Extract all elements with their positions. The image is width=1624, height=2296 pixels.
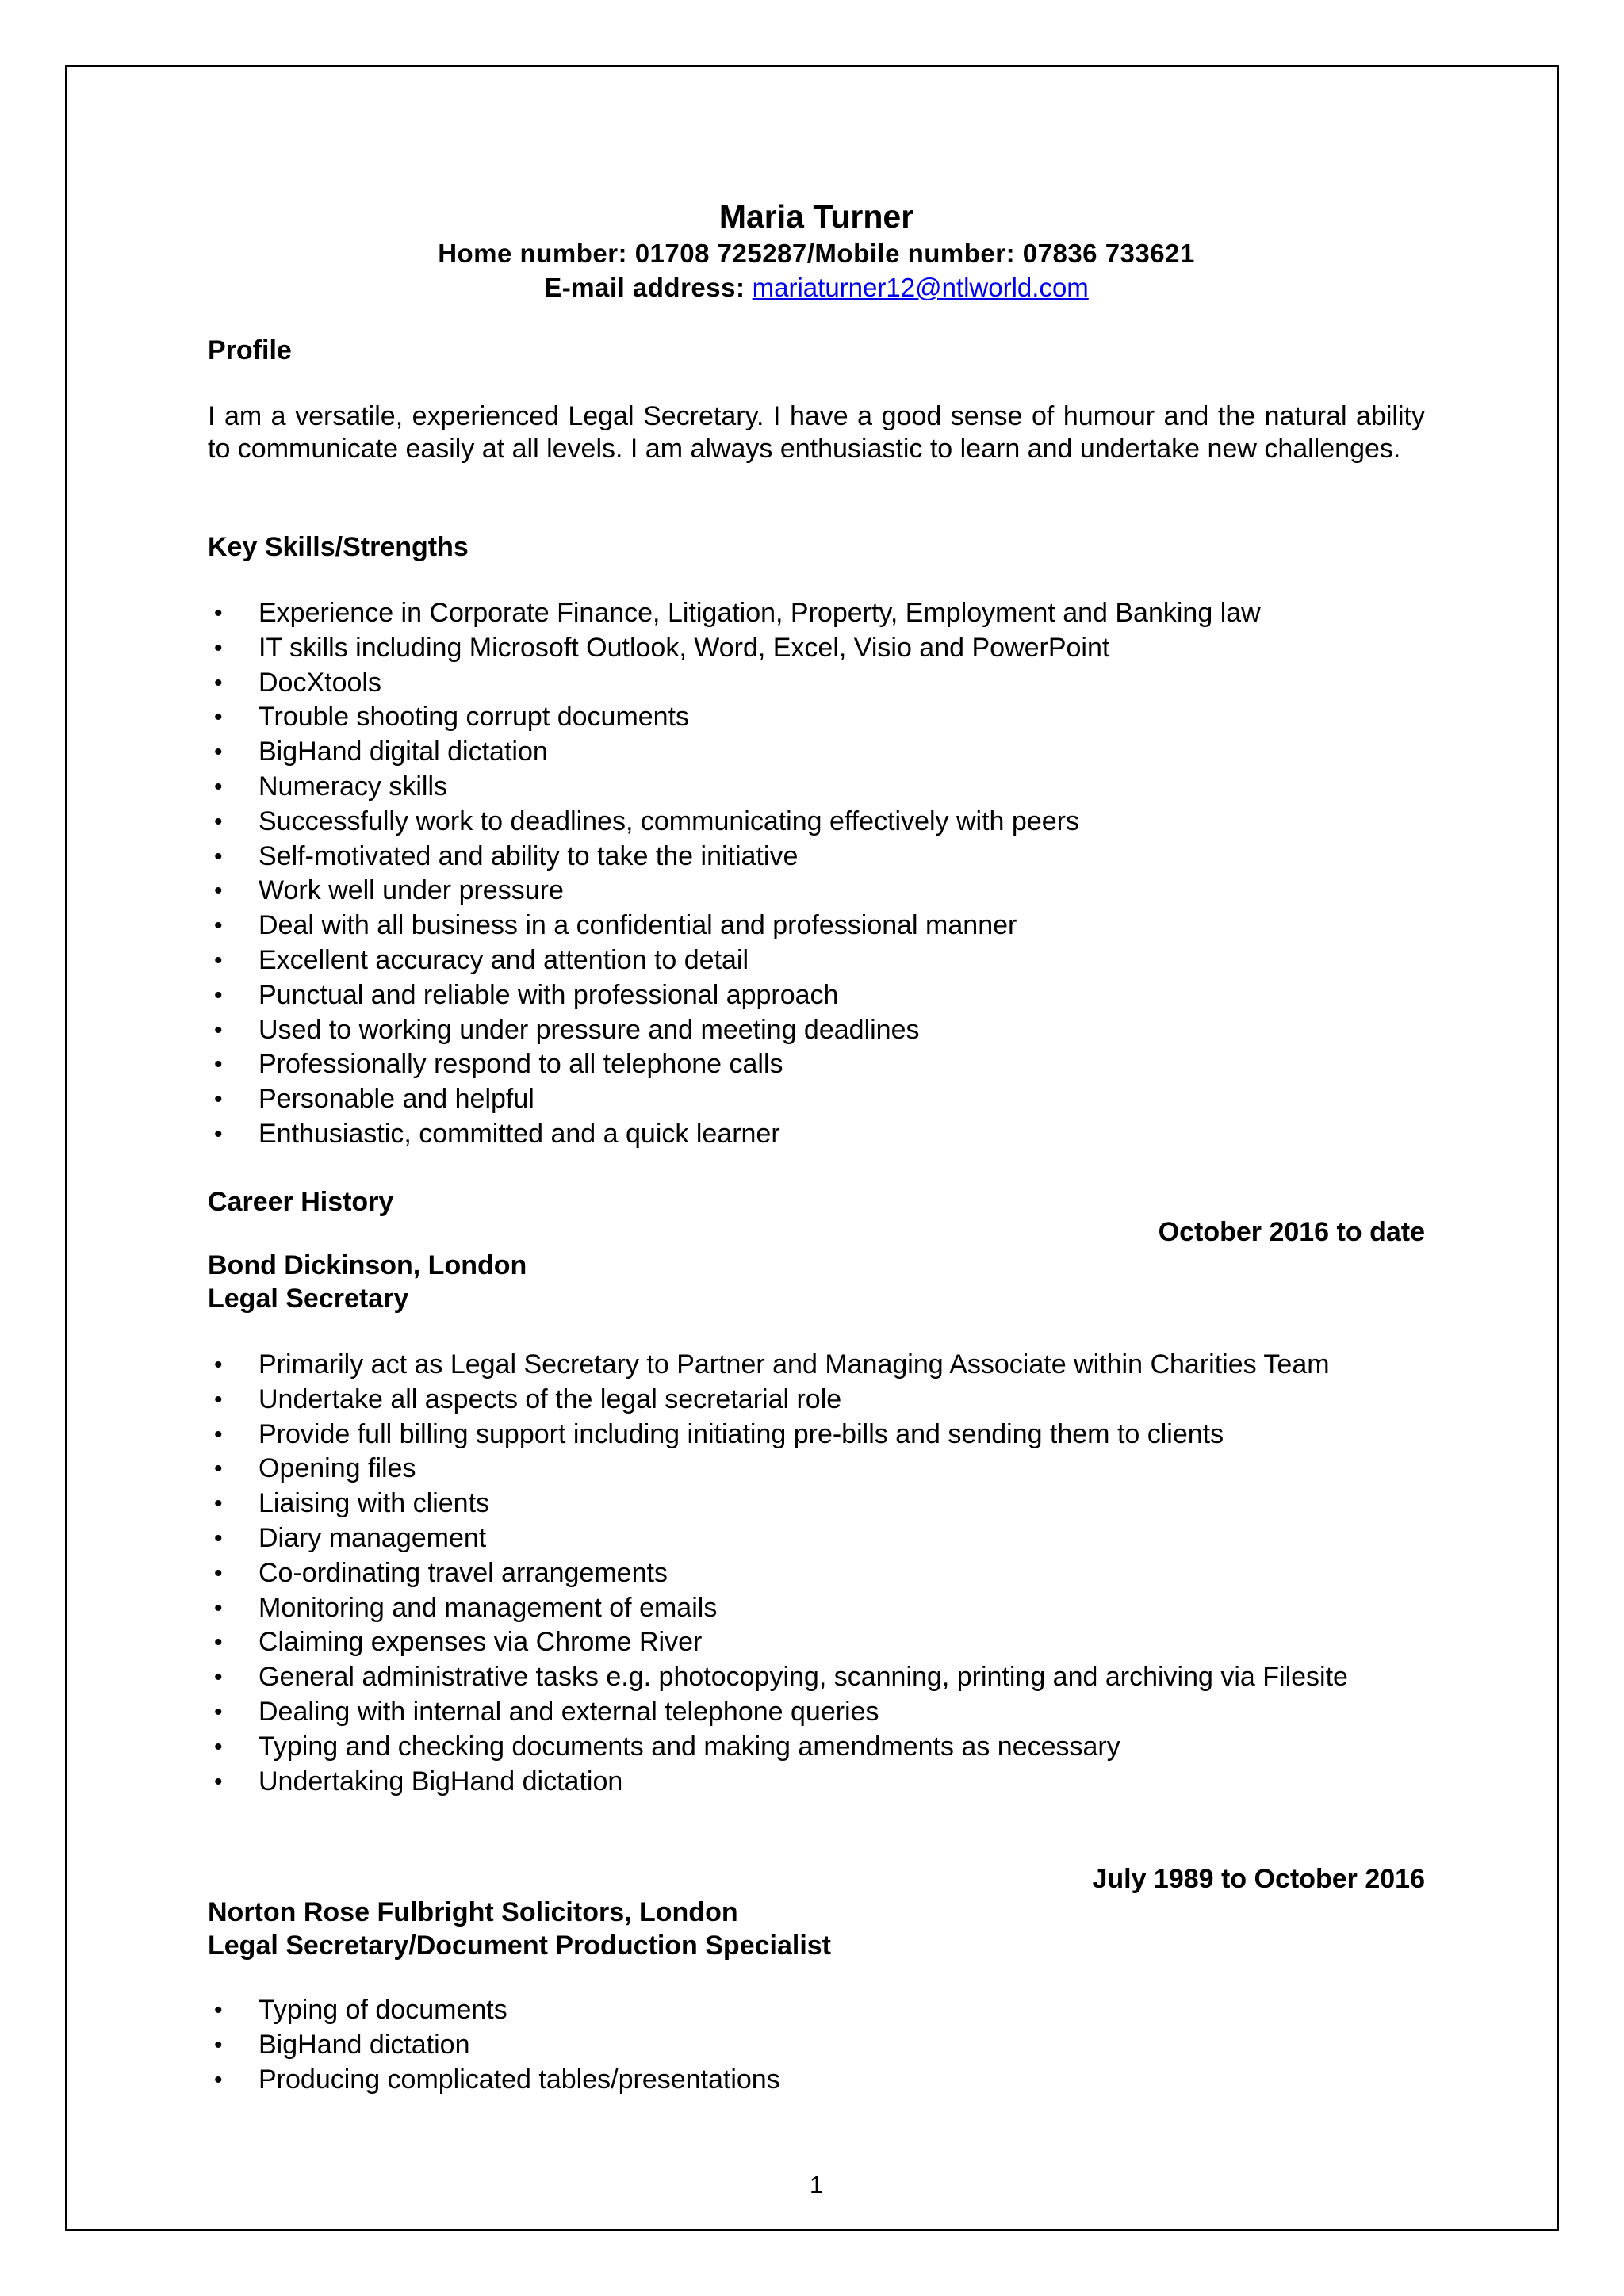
list-item: • Liaising with clients <box>208 1487 1425 1521</box>
list-item: • Professionally respond to all telephone calls <box>208 1047 1425 1082</box>
job-1-title: Legal Secretary <box>208 1284 409 1314</box>
profile-text: I am a versatile, experienced Legal Secretary. I have a good sense of humour and the natural ability to communicate easily at all levels. I am always enthusiastic to learn and undertake new challenges. <box>208 401 1425 464</box>
job-2-dates: July 1989 to October 2016 <box>1092 1864 1425 1894</box>
list-item: • BigHand dictation <box>208 2028 1425 2063</box>
list-item: • Trouble shooting corrupt documents <box>208 700 1425 735</box>
skills-list <box>208 596 1425 1152</box>
profile-heading: Profile <box>208 335 292 365</box>
list-item: • DocXtools <box>208 666 1425 701</box>
list-item: • BigHand digital dictation <box>208 735 1425 770</box>
list-item: • Typing of documents <box>208 1993 1425 2028</box>
list-item: • Used to working under pressure and meeting deadlines <box>208 1013 1425 1048</box>
list-item: • Punctual and reliable with professional approach <box>208 978 1425 1013</box>
list-item: • Undertaking BigHand dictation <box>208 1765 1425 1800</box>
list-item: • Provide full billing support including initiating pre-bills and sending them to clients <box>208 1418 1425 1452</box>
list-item: • Successfully work to deadlines, communicating effectively with peers <box>208 805 1425 840</box>
list-item: • Typing and checking documents and making amendments as necessary <box>208 1730 1425 1765</box>
job-1-dates: October 2016 to date <box>1158 1217 1425 1247</box>
list-item: • Self-motivated and ability to take the initiative <box>208 840 1425 874</box>
list-item: • Experience in Corporate Finance, Litigation, Property, Employment and Banking law <box>208 596 1425 631</box>
list-item: • Excellent accuracy and attention to detail <box>208 943 1425 978</box>
list-item: • Numeracy skills <box>208 770 1425 805</box>
job-2-duties <box>208 1993 1425 2097</box>
email-link[interactable]: mariaturner12@ntlworld.com <box>752 273 1089 302</box>
list-item: • Co-ordinating travel arrangements <box>208 1556 1425 1591</box>
list-item: • Enthusiastic, committed and a quick learner <box>208 1117 1425 1152</box>
list-item: • Personable and helpful <box>208 1082 1425 1117</box>
list-item: • Diary management <box>208 1521 1425 1556</box>
email-line <box>208 270 1425 305</box>
list-item: • Deal with all business in a confidential and professional manner <box>208 909 1425 943</box>
list-item: • Producing complicated tables/presentations <box>208 2063 1425 2098</box>
list-item: • Opening files <box>208 1452 1425 1487</box>
list-item: • Undertake all aspects of the legal secretarial role <box>208 1383 1425 1418</box>
list-item: • IT skills including Microsoft Outlook, Word, Excel, Visio and PowerPoint <box>208 631 1425 666</box>
job-1-duties <box>208 1348 1425 1799</box>
list-item: • Work well under pressure <box>208 874 1425 909</box>
job-2-title: Legal Secretary/Document Production Specialist <box>208 1931 832 1961</box>
skills-heading: Key Skills/Strengths <box>208 532 469 562</box>
page-number: 1 <box>809 2171 824 2198</box>
email-label: E-mail address: <box>544 273 745 302</box>
job-2-employer: Norton Rose Fulbright Solicitors, London <box>208 1897 738 1927</box>
list-item: • Primarily act as Legal Secretary to Partner and Managing Associate within Charities Team <box>208 1348 1425 1383</box>
job-1-employer: Bond Dickinson, London <box>208 1250 527 1280</box>
phone-numbers: Home number: 01708 725287/Mobile number: 07836 733621 <box>438 239 1195 268</box>
list-item: • Dealing with internal and external telephone queries <box>208 1695 1425 1730</box>
list-item: • General administrative tasks e.g. photocopying, scanning, printing and archiving via Filesite <box>208 1660 1425 1695</box>
list-item: • Monitoring and management of emails <box>208 1591 1425 1626</box>
career-heading: Career History <box>208 1187 394 1217</box>
list-item: • Claiming expenses via Chrome River <box>208 1625 1425 1660</box>
candidate-name: Maria Turner <box>718 198 914 235</box>
